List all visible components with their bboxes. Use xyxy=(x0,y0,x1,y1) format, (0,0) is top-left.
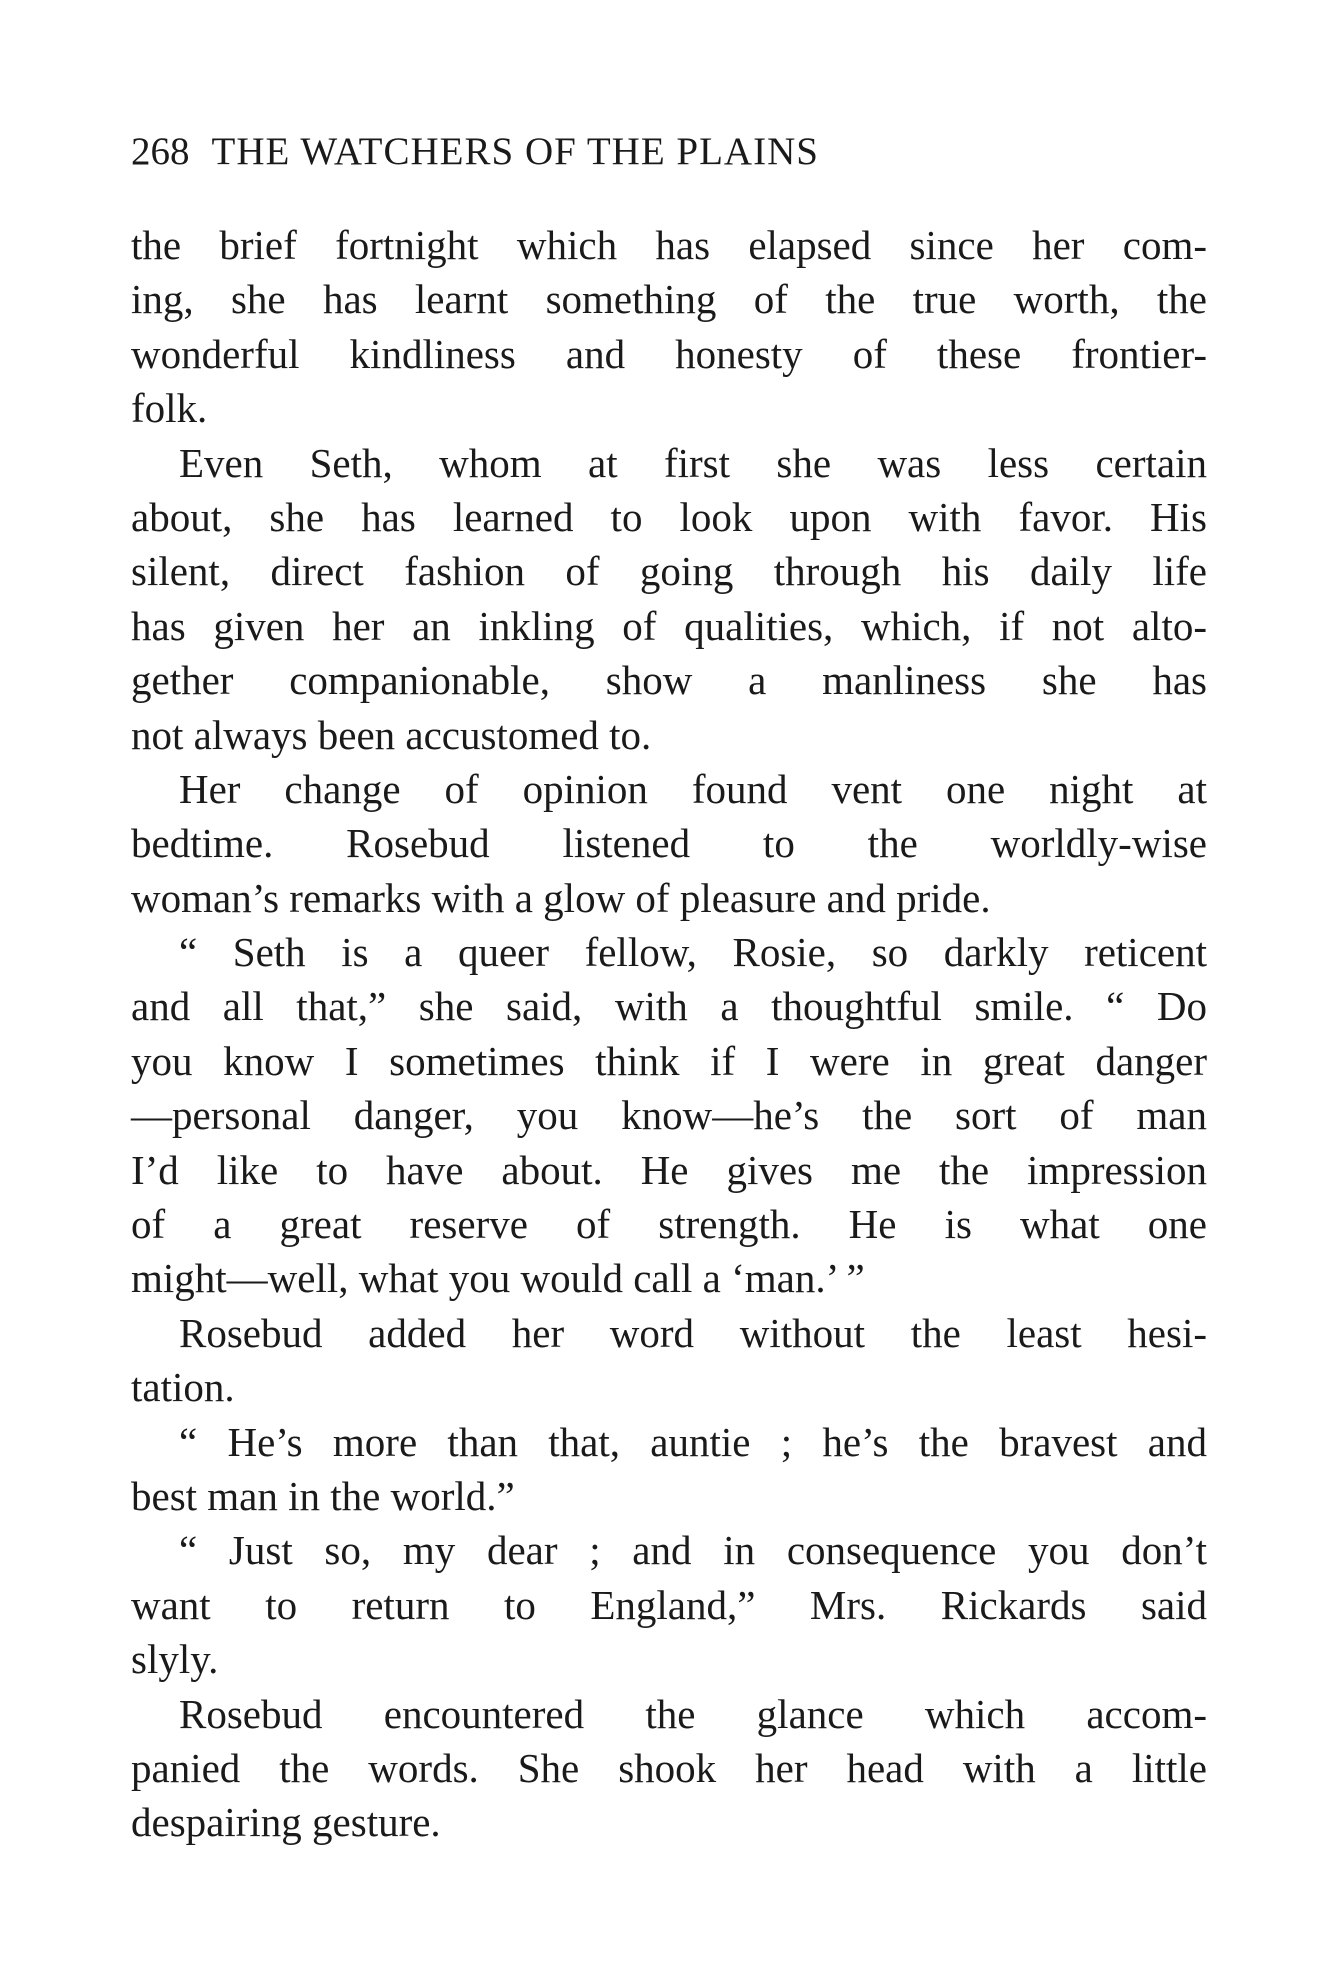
page-number: 268 xyxy=(131,130,190,173)
text-line: Her change of opinion found vent one night at xyxy=(179,765,1207,812)
text-line: “ Just so, my dear ; and in consequence you don’t xyxy=(179,1527,1207,1574)
text-line: Rosebud encountered the glance which accom- xyxy=(179,1690,1207,1737)
text-line: I’d like to have about. He gives me the impression xyxy=(131,1146,1207,1193)
text-line: folk. xyxy=(131,385,208,432)
text-line: gether companionable, show a manliness she has xyxy=(131,657,1207,704)
body-text xyxy=(131,218,1207,1850)
running-header xyxy=(131,122,1207,182)
text-line: about, she has learned to look upon with favor. His xyxy=(131,493,1207,540)
text-line: of a great reserve of strength. He is what one xyxy=(131,1201,1207,1248)
text-line: might—well, what you would call a ‘man.’ ” xyxy=(131,1255,865,1302)
text-line: not always been accustomed to. xyxy=(131,711,652,758)
text-line: “ He’s more than that, auntie ; he’s the bravest and xyxy=(179,1418,1207,1465)
text-line: and all that,” she said, with a thoughtful smile. “ Do xyxy=(131,983,1207,1030)
text-line: “ Seth is a queer fellow, Rosie, so darkly reticent xyxy=(179,929,1207,976)
text-line: slyly. xyxy=(131,1636,219,1683)
text-line: wonderful kindliness and honesty of these frontier- xyxy=(131,330,1207,377)
text-line: bedtime. Rosebud listened to the worldly-wise xyxy=(131,820,1207,867)
text-line: Rosebud added her word without the least hesi- xyxy=(179,1309,1207,1356)
text-line: best man in the world.” xyxy=(131,1472,515,1519)
text-line: want to return to England,” Mrs. Rickards said xyxy=(131,1581,1207,1628)
text-line: despairing gesture. xyxy=(131,1799,441,1846)
text-line: the brief fortnight which has elapsed since her com- xyxy=(131,222,1207,268)
text-line: ing, she has learnt something of the true worth, the xyxy=(131,276,1207,323)
running-title: THE WATCHERS OF THE PLAINS xyxy=(211,130,819,173)
text-line: woman’s remarks with a glow of pleasure and pride. xyxy=(131,874,991,921)
text-line: you know I sometimes think if I were in great danger xyxy=(131,1037,1207,1084)
text-line: —personal danger, you know—he’s the sort of man xyxy=(131,1092,1207,1139)
text-line: tation. xyxy=(131,1364,235,1411)
text-line: silent, direct fashion of going through his daily life xyxy=(131,548,1207,595)
text-line: has given her an inkling of qualities, which, if not alto- xyxy=(131,602,1207,649)
text-line: panied the words. She shook her head with a little xyxy=(131,1744,1207,1791)
text-line: Even Seth, whom at first she was less certain xyxy=(179,439,1207,486)
